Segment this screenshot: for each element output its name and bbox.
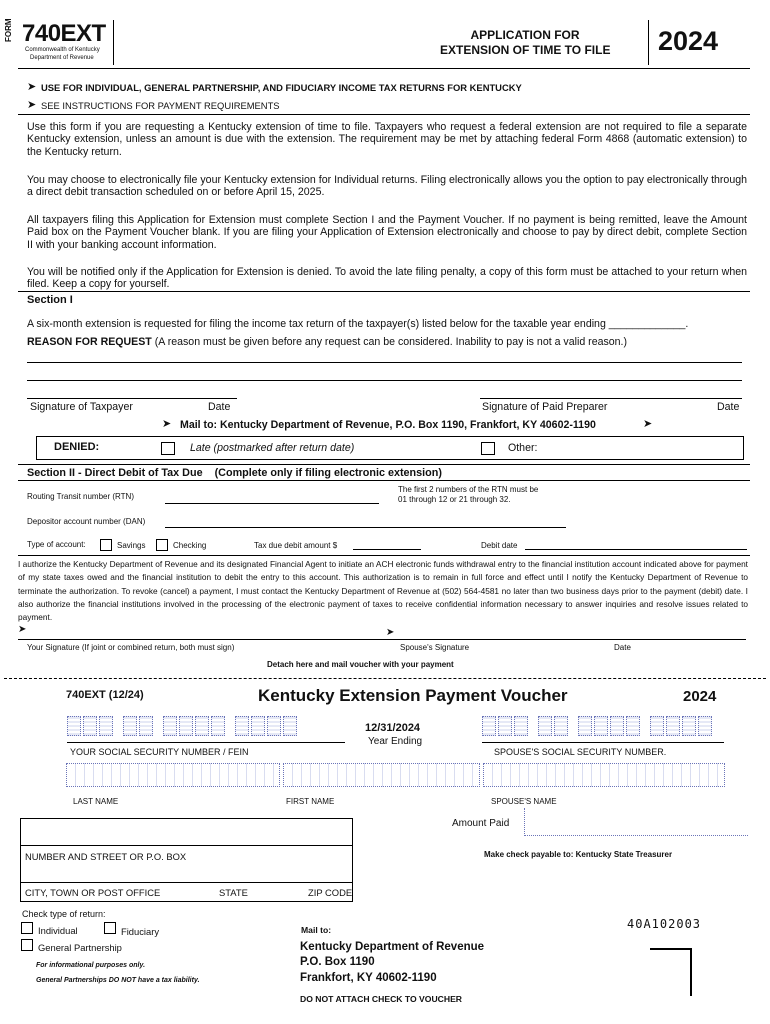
payable-to: Make check payable to: Kentucky State Treasurer (484, 850, 673, 859)
voucher-mail-to-label: Mail to: (301, 925, 332, 935)
mail-address-3: Frankfort, KY 40602-1190 (300, 972, 437, 984)
general-partnership-label: General Partnership (38, 942, 122, 953)
form-number: 740EXT (22, 20, 106, 47)
rtn-field-line[interactable] (165, 503, 379, 504)
gp-note: General Partnerships DO NOT have a tax liability. (36, 977, 200, 984)
spouse-ssn-boxes[interactable] (482, 716, 714, 736)
bullet-1: USE FOR INDIVIDUAL, GENERAL PARTNERSHIP, AND FIDUCIARY INCOME TAX RETURNS FOR KENTUCKY (41, 82, 522, 93)
instructions-paragraph-4: You will be notified only if the Application for Extension is denied. To avoid the late filing penalty, a copy of this form must be attached to your return when filed. Keep a copy for yourself. (27, 266, 747, 291)
ssn-label: YOUR SOCIAL SECURITY NUMBER / FEIN (70, 747, 249, 757)
section2-heading (27, 467, 442, 479)
section2-heading-title: Section II - Direct Debit of Tax Due (27, 467, 203, 479)
checking-label: Checking (173, 541, 207, 550)
bullet-arrow-1: ➤ (27, 81, 37, 93)
tax-due-label: Tax due debit amount $ (254, 541, 338, 550)
voucher-title: Kentucky Extension Payment Voucher (258, 686, 568, 705)
individual-label: Individual (38, 925, 78, 936)
ssn-underline (67, 742, 345, 743)
form-vertical-label: FORM (4, 18, 13, 42)
year-ending-label: Year Ending (368, 736, 423, 747)
other-checkbox[interactable] (481, 442, 495, 455)
fiduciary-label: Fiduciary (121, 926, 160, 937)
informational-note: For informational purposes only. (36, 962, 146, 969)
paragraph-rule (18, 291, 750, 292)
title-line-2: EXTENSION OF TIME TO FILE (440, 43, 611, 57)
voucher-form-id: 740EXT (12/24) (66, 689, 144, 701)
signature-preparer-date: Date (717, 401, 740, 413)
mail-address-1: Kentucky Department of Revenue (300, 941, 485, 953)
street-label: NUMBER AND STREET OR P.O. BOX (25, 851, 187, 862)
debit-date-field-line[interactable] (525, 549, 747, 550)
your-signature-line[interactable] (18, 639, 746, 640)
last-name-field[interactable] (66, 763, 280, 787)
fiduciary-checkbox[interactable] (104, 922, 116, 934)
signature-preparer-line[interactable] (480, 398, 742, 399)
year-ending-date: 12/31/2024 (365, 722, 421, 734)
sig-arrow-left: ➤ (18, 624, 27, 635)
spouse-name-label: SPOUSE'S NAME (491, 797, 557, 806)
instructions-paragraph-2: You may choose to electronically file your Kentucky extension for Individual returns. Filing electronically allows you the option to pay electronically through a direct debit transaction scheduled on or before April 15, 2025. (27, 174, 747, 199)
signature-preparer-label: Signature of Paid Preparer (482, 401, 608, 413)
spouse-signature-label: Spouse's Signature (400, 643, 470, 652)
savings-checkbox[interactable] (100, 539, 112, 551)
section1-mail-to: Mail to: Kentucky Department of Revenue, P.O. Box 1190, Frankfort, KY 40602-1190 (180, 419, 596, 431)
bullet-arrow-2: ➤ (27, 99, 37, 111)
individual-checkbox[interactable] (21, 922, 33, 934)
section1-heading: Section I (27, 294, 73, 306)
ssn-boxes[interactable] (67, 716, 299, 736)
agency-line-1: Commonwealth of Kentucky (25, 47, 100, 53)
tax-due-field-line[interactable] (353, 549, 421, 550)
late-label: Late (postmarked after return date) (190, 442, 355, 454)
dan-field-line[interactable] (165, 527, 566, 528)
header-divider-left (113, 20, 114, 65)
dan-label: Depositor account number (DAN) (27, 517, 146, 526)
last-name-label: LAST NAME (73, 797, 119, 806)
spouse-ssn-label: SPOUSE'S SOCIAL SECURITY NUMBER. (494, 747, 667, 757)
late-checkbox[interactable] (161, 442, 175, 455)
mail-arrow-left: ➤ (162, 418, 172, 430)
title-line-1: APPLICATION FOR (470, 28, 580, 42)
reason-line (27, 336, 627, 348)
state-label: STATE (219, 887, 248, 898)
checking-checkbox[interactable] (156, 539, 168, 551)
amount-paid-field[interactable] (524, 808, 748, 836)
agency-line-2: Department of Revenue (30, 55, 94, 61)
amount-paid-label: Amount Paid (452, 818, 510, 829)
signature-taxpayer-line[interactable] (27, 398, 237, 399)
denied-box (36, 436, 744, 460)
voucher-year: 2024 (683, 688, 717, 705)
denied-label: DENIED: (54, 441, 100, 453)
first-name-label: FIRST NAME (286, 797, 335, 806)
detach-line (4, 678, 766, 679)
spouse-name-field[interactable] (483, 763, 725, 787)
bullet-rule (18, 114, 750, 115)
authorization-text: I authorize the Kentucky Department of Revenue and its designated Financial Agent to initiate an ACH electronic funds withdrawal entry to the financial institution account indicated above for payment of my state taxes owed and the financial institution to debit the entry to this account. This authorization is to remain in full force and effect until I notify the Kentucky Department of Revenue to terminate the authorization. To revoke (cancel) a payment, I must contact the Kentucky Department of Revenue at (502) 564-4581 no later than two business days prior to the payment (debit) date. I also authorize the financial institutions involved in the processing of the electronic payment of taxes to receive confidential information necessary to answer inquiries and resolve issues related to payment. (18, 559, 748, 623)
first-name-field[interactable] (283, 763, 480, 787)
reason-text: (A reason must be given before any request can be considered. Inability to pay is not a valid reason.) (151, 336, 628, 348)
instructions-paragraph-3: All taxpayers filing this Application for Extension must complete Section I and the Payment Voucher. If no payment is being remitted, leave the Amount Paid box on the Payment Voucher blank. If you are filing your Application of Extension electronically and choose to pay by direct debit, complete Section II with your banking account information. (27, 214, 747, 251)
savings-label: Savings (117, 541, 146, 550)
section2-heading-note: (Complete only if filing electronic extension) (214, 467, 442, 479)
scan-corner-mark (650, 948, 692, 996)
city-label: CITY, TOWN OR POST OFFICE (25, 887, 161, 898)
detach-instruction: Detach here and mail voucher with your payment (267, 660, 454, 669)
form-code: 40A102003 (627, 917, 702, 931)
section1-request-text: A six-month extension is requested for filing the income tax return of the taxpayer(s) listed below for the taxable year ending _____________. (27, 318, 689, 330)
other-label: Other: (508, 442, 538, 454)
check-type-label: Check type of return: (22, 909, 106, 919)
no-attach-note: DO NOT ATTACH CHECK TO VOUCHER (300, 994, 463, 1004)
section2-rule-top (18, 464, 750, 465)
general-partnership-checkbox[interactable] (21, 939, 33, 951)
bullet-2: SEE INSTRUCTIONS FOR PAYMENT REQUIREMENTS (41, 100, 280, 111)
signature-taxpayer-date: Date (208, 401, 231, 413)
mail-address-2: P.O. Box 1190 (300, 956, 375, 968)
header-year: 2024 (658, 26, 719, 56)
section2-rule-bottom (18, 480, 750, 481)
mail-arrow-right: ➤ (643, 418, 653, 430)
zip-label: ZIP CODE (308, 887, 353, 898)
sig-arrow-right: ➤ (386, 627, 395, 638)
signature-taxpayer-label: Signature of Taxpayer (30, 401, 133, 413)
reason-line-1[interactable] (27, 362, 742, 363)
rtn-label: Routing Transit number (RTN) (27, 492, 134, 501)
spouse-ssn-underline (482, 742, 724, 743)
your-signature-label: Your Signature (If joint or combined return, both must sign) (27, 643, 235, 652)
reason-line-2[interactable] (27, 380, 742, 381)
section2-date-label: Date (614, 643, 631, 652)
instructions-paragraph-1: Use this form if you are requesting a Kentucky extension of time to file. Taxpayers who request a federal extension are not required to file a separate Kentucky extension, unless an amount is due with the extension. The requirement may be met by attaching federal Form 4868 (automatic extension) to the Kentucky return. (27, 121, 747, 158)
authorization-rule (18, 555, 750, 556)
account-type-label: Type of account: (27, 540, 86, 549)
debit-date-label: Debit date (481, 541, 518, 550)
rtn-note-1: The first 2 numbers of the RTN must be (398, 485, 539, 494)
reason-label: REASON FOR REQUEST (27, 336, 152, 348)
header-divider-right (648, 20, 649, 65)
rtn-note-2: 01 through 12 or 21 through 32. (398, 495, 511, 504)
header-rule (18, 68, 750, 69)
